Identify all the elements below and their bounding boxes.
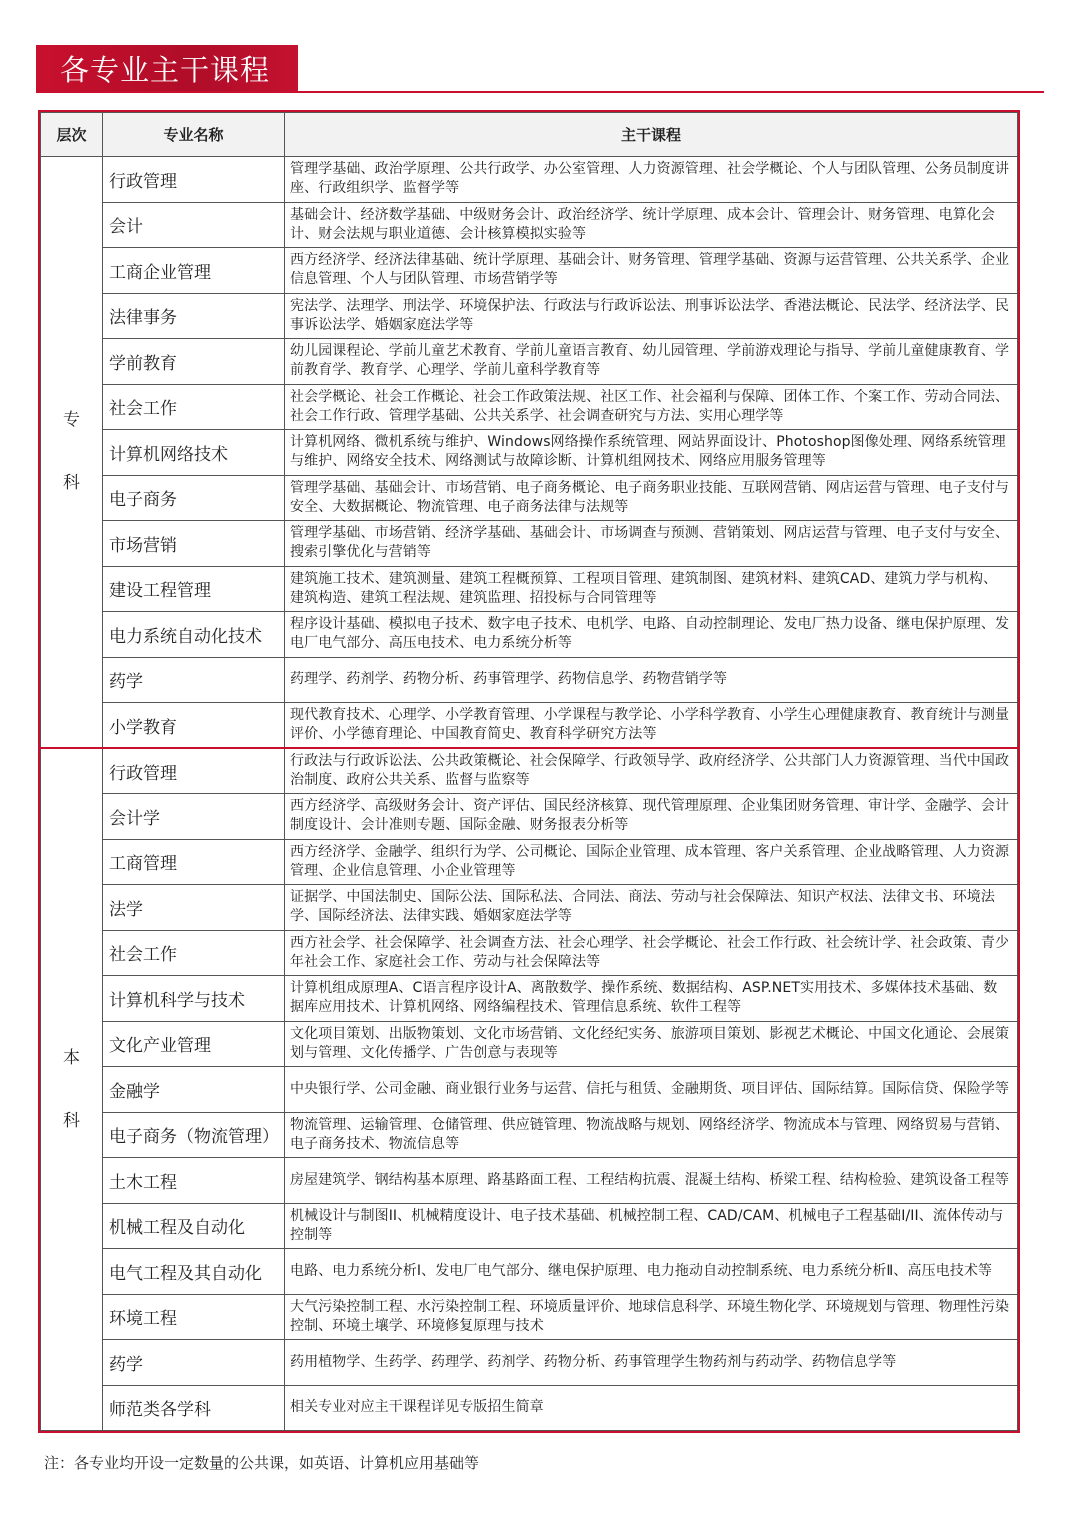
core-courses: 计算机网络、微机系统与维护、Windows网络操作系统管理、网站界面设计、Photoshop图像处理、网络系统管理与维护、网络安全技术、网络测试与故障诊断、计算机组网技术、网络应用服务管理等 <box>285 430 1018 476</box>
table-row <box>41 976 1018 1022</box>
level-char: 专 <box>63 410 80 431</box>
table-row <box>41 1294 1018 1340</box>
table-row <box>41 430 1018 476</box>
core-courses: 西方社会学、社会保障学、社会调查方法、社会心理学、社会学概论、社会工作行政、社会统计学、社会政策、青少年社会工作、家庭社会工作、劳动与社会保障法等 <box>285 930 1018 976</box>
column-header-courses: 主干课程 <box>285 113 1018 157</box>
core-courses: 西方经济学、高级财务会计、资产评估、国民经济核算、现代管理原理、企业集团财务管理、审计学、金融学、会计制度设计、会计准则专题、国际金融、财务报表分析等 <box>285 794 1018 840</box>
table-row <box>41 930 1018 976</box>
core-courses: 建筑施工技术、建筑测量、建筑工程概预算、工程项目管理、建筑制图、建筑材料、建筑CAD、建筑力学与机构、建筑构造、建筑工程法规、建筑监理、招投标与合同管理等 <box>285 566 1018 612</box>
major-name: 法律事务 <box>103 293 285 339</box>
core-courses: 房屋建筑学、钢结构基本原理、路基路面工程、工程结构抗震、混凝土结构、桥梁工程、结构检验、建筑设备工程等 <box>285 1158 1018 1204</box>
core-courses: 现代教育技术、心理学、小学教育管理、小学课程与教学论、小学科学教育、小学生心理健康教育、教育统计与测量评价、小学德育理论、中国教育简史、教育科学研究方法等 <box>285 703 1018 749</box>
table-row <box>41 612 1018 658</box>
courses-table <box>40 112 1018 1431</box>
table-row <box>41 339 1018 385</box>
core-courses: 基础会计、经济数学基础、中级财务会计、政治经济学、统计学原理、成本会计、管理会计、财务管理、电算化会计、财会法规与职业道德、会计核算模拟实验等 <box>285 202 1018 248</box>
table-row <box>41 293 1018 339</box>
table-row <box>41 1203 1018 1249</box>
core-courses: 文化项目策划、出版物策划、文化市场营销、文化经纪实务、旅游项目策划、影视艺术概论、中国文化通论、会展策划与管理、文化传播学、广告创意与表现等 <box>285 1021 1018 1067</box>
table-row <box>41 1112 1018 1158</box>
table-row <box>41 475 1018 521</box>
major-name: 计算机网络技术 <box>103 430 285 476</box>
core-courses: 药用植物学、生药学、药理学、药剂学、药物分析、药事管理学生物药剂与药动学、药物信息学等 <box>285 1340 1018 1386</box>
core-courses: 管理学基础、基础会计、市场营销、电子商务概论、电子商务职业技能、互联网营销、网店运营与管理、电子支付与安全、大数据概论、物流管理、电子商务法律与法规等 <box>285 475 1018 521</box>
table-row <box>41 521 1018 567</box>
core-courses: 社会学概论、社会工作概论、社会工作政策法规、社区工作、社会福利与保障、团体工作、个案工作、劳动合同法、社会工作行政、管理学基础、公共关系学、社会调查研究与方法、实用心理学等 <box>285 384 1018 430</box>
table-row <box>41 1249 1018 1295</box>
major-name: 法学 <box>103 885 285 931</box>
table-row <box>41 1021 1018 1067</box>
core-courses: 西方经济学、经济法律基础、统计学原理、基础会计、财务管理、管理学基础、资源与运营管理、公共关系学、企业信息管理、个人与团队管理、市场营销学等 <box>285 248 1018 294</box>
major-name: 会计 <box>103 202 285 248</box>
major-name: 金融学 <box>103 1067 285 1113</box>
major-name: 社会工作 <box>103 930 285 976</box>
major-name: 学前教育 <box>103 339 285 385</box>
major-name: 工商管理 <box>103 839 285 885</box>
major-name: 机械工程及自动化 <box>103 1203 285 1249</box>
core-courses: 西方经济学、金融学、组织行为学、公司概论、国际企业管理、成本管理、客户关系管理、企业战略管理、人力资源管理、企业信息管理、小企业管理等 <box>285 839 1018 885</box>
core-courses: 行政法与行政诉讼法、公共政策概论、社会保障学、行政领导学、政府经济学、公共部门人力资源管理、当代中国政治制度、政府公共关系、监督与监察等 <box>285 748 1018 794</box>
major-name: 市场营销 <box>103 521 285 567</box>
table-row <box>41 384 1018 430</box>
table-row <box>41 202 1018 248</box>
core-courses: 宪法学、法理学、刑法学、环境保护法、行政法与行政诉讼法、刑事诉讼法学、香港法概论、民法学、经济法学、民事诉讼法学、婚姻家庭法学等 <box>285 293 1018 339</box>
courses-table-frame <box>38 110 1020 1433</box>
major-name: 电力系统自动化技术 <box>103 612 285 658</box>
major-name: 土木工程 <box>103 1158 285 1204</box>
table-row <box>41 1158 1018 1204</box>
table-row <box>41 1340 1018 1386</box>
major-name: 计算机科学与技术 <box>103 976 285 1022</box>
level-char: 科 <box>63 1110 80 1131</box>
table-row <box>41 1067 1018 1113</box>
table-row <box>41 885 1018 931</box>
core-courses: 电路、电力系统分析Ⅰ、发电厂电气部分、继电保护原理、电力拖动自动控制系统、电力系统分析Ⅱ、高压电技术等 <box>285 1249 1018 1295</box>
major-name: 行政管理 <box>103 748 285 794</box>
major-name: 会计学 <box>103 794 285 840</box>
table-row <box>41 566 1018 612</box>
core-courses: 幼儿园课程论、学前儿童艺术教育、学前儿童语言教育、幼儿园管理、学前游戏理论与指导、学前儿童健康教育、学前教育学、教育学、心理学、学前儿童科学教育等 <box>285 339 1018 385</box>
core-courses: 中央银行学、公司金融、商业银行业务与运营、信托与租赁、金融期货、项目评估、国际结算。国际信贷、保险学等 <box>285 1067 1018 1113</box>
level-cell <box>41 157 103 749</box>
core-courses: 程序设计基础、模拟电子技术、数字电子技术、电机学、电路、自动控制理论、发电厂热力设备、继电保护原理、发电厂电气部分、高压电技术、电力系统分析等 <box>285 612 1018 658</box>
level-char: 科 <box>63 473 80 493</box>
section-title: 各专业主干课程 <box>60 52 271 87</box>
major-name: 电子商务 <box>103 475 285 521</box>
table-row <box>41 703 1018 749</box>
major-name: 电气工程及其自动化 <box>103 1249 285 1295</box>
major-name: 小学教育 <box>103 703 285 749</box>
core-courses: 机械设计与制图II、机械精度设计、电子技术基础、机械控制工程、CAD/CAM、机械电子工程基础I/II、流体传动与控制等 <box>285 1203 1018 1249</box>
major-name: 药学 <box>103 1340 285 1386</box>
major-name: 工商企业管理 <box>103 248 285 294</box>
table-header-row <box>41 113 1018 157</box>
core-courses: 相关专业对应主干课程详见专版招生简章 <box>285 1385 1018 1431</box>
major-name: 社会工作 <box>103 384 285 430</box>
core-courses: 物流管理、运输管理、仓储管理、供应链管理、物流战略与规划、网络经济学、物流成本与管理、网络贸易与营销、电子商务技术、物流信息等 <box>285 1112 1018 1158</box>
column-header-major: 专业名称 <box>103 113 285 157</box>
table-row <box>41 839 1018 885</box>
table-row <box>41 748 1018 794</box>
core-courses: 证据学、中国法制史、国际公法、国际私法、合同法、商法、劳动与社会保障法、知识产权法、法律文书、环境法学、国际经济法、法律实践、婚姻家庭法学等 <box>285 885 1018 931</box>
level-cell <box>41 748 103 1431</box>
column-header-level: 层次 <box>41 113 103 157</box>
major-name: 电子商务（物流管理） <box>103 1112 285 1158</box>
table-row <box>41 248 1018 294</box>
major-name: 药学 <box>103 657 285 703</box>
major-name: 师范类各学科 <box>103 1385 285 1431</box>
section-banner <box>36 45 298 91</box>
core-courses: 大气污染控制工程、水污染控制工程、环境质量评价、地球信息科学、环境生物化学、环境规划与管理、物理性污染控制、环境土壤学、环境修复原理与技术 <box>285 1294 1018 1340</box>
banner-divider <box>36 91 1044 93</box>
major-name: 环境工程 <box>103 1294 285 1340</box>
table-row <box>41 1385 1018 1431</box>
major-name: 文化产业管理 <box>103 1021 285 1067</box>
major-name: 行政管理 <box>103 157 285 203</box>
core-courses: 药理学、药剂学、药物分析、药事管理学、药物信息学、药物营销学等 <box>285 657 1018 703</box>
core-courses: 管理学基础、市场营销、经济学基础、基础会计、市场调查与预测、营销策划、网店运营与管理、电子支付与安全、搜索引擎优化与营销等 <box>285 521 1018 567</box>
table-row <box>41 657 1018 703</box>
footnote: 注：各专业均开设一定数量的公共课，如英语、计算机应用基础等 <box>44 1454 480 1472</box>
major-name: 建设工程管理 <box>103 566 285 612</box>
level-char: 本 <box>63 1047 80 1068</box>
core-courses: 计算机组成原理A、C语言程序设计A、离散数学、操作系统、数据结构、ASP.NET实用技术、多媒体技术基础、数据库应用技术、计算机网络、网络编程技术、管理信息系统、软件工程等 <box>285 976 1018 1022</box>
table-row <box>41 794 1018 840</box>
core-courses: 管理学基础、政治学原理、公共行政学、办公室管理、人力资源管理、社会学概论、个人与团队管理、公务员制度讲座、行政组织学、监督学等 <box>285 157 1018 203</box>
table-row <box>41 157 1018 203</box>
